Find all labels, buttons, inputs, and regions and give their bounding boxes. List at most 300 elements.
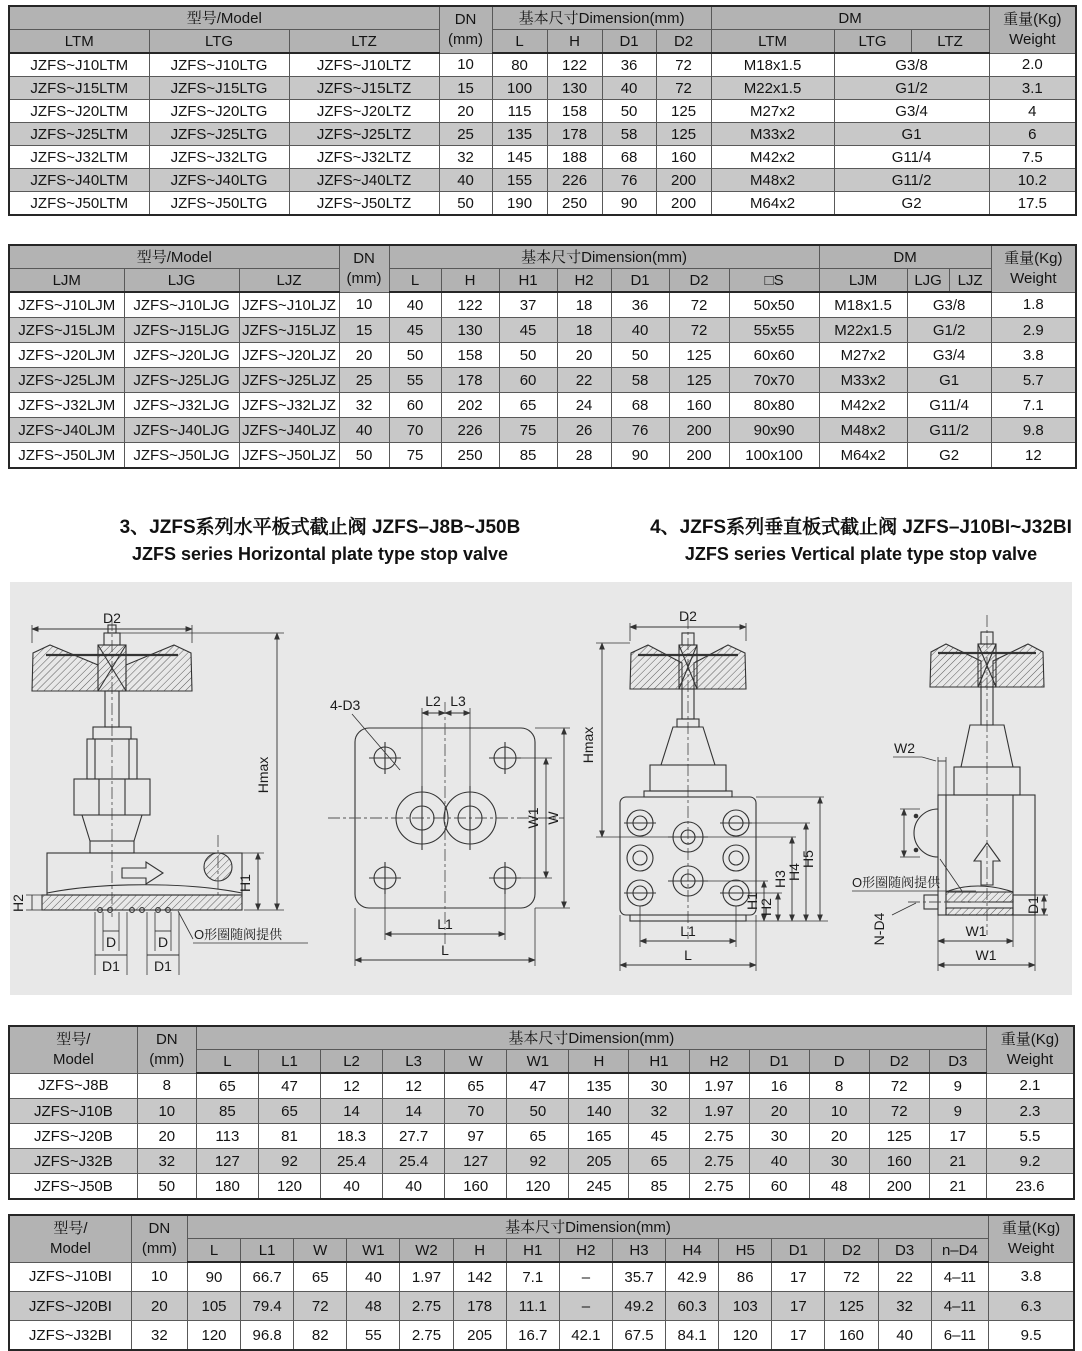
catalog-page	[0, 5, 1082, 1344]
col-header-model	[9, 1215, 131, 1262]
header-line: DN	[353, 249, 375, 267]
table-cell: 120	[507, 1174, 569, 1200]
col-header-dimension: 基本尺寸Dimension(mm)	[187, 1215, 988, 1239]
table-cell: 6	[989, 123, 1076, 146]
table-cell: 2.75	[400, 1292, 453, 1321]
table-cell: JZFS~J50LJM	[9, 443, 124, 469]
table-cell: 50	[602, 100, 656, 123]
table-cell: 17	[772, 1321, 825, 1351]
table-cell: 32	[439, 146, 492, 169]
table-cell: 67.5	[612, 1321, 665, 1351]
table-cell: 2.75	[689, 1149, 749, 1174]
col-header: W1	[507, 1050, 569, 1074]
col-header: H3	[612, 1239, 665, 1263]
table-cell: 178	[453, 1292, 506, 1321]
table-cell: 103	[719, 1292, 772, 1321]
dim-label-h2: H2	[758, 898, 774, 916]
table-cell: 32	[131, 1321, 187, 1351]
table-cell: JZFS~J20BI	[9, 1292, 131, 1321]
table-cell: JZFS~J40LJZ	[239, 418, 339, 443]
table-cell: JZFS~J10B	[9, 1099, 137, 1124]
table-cell: 60	[499, 368, 557, 393]
table-cell: 7.1	[506, 1262, 559, 1292]
col-header: L	[196, 1050, 258, 1074]
col-header: H	[441, 269, 499, 293]
col-header-model	[9, 1026, 137, 1073]
col-header: H2	[557, 269, 611, 293]
table-cell: –	[559, 1292, 612, 1321]
table-cell: 16.7	[506, 1321, 559, 1351]
table-cell: JZFS~J10LTZ	[289, 53, 439, 77]
table-cell: JZFS~J8B	[9, 1073, 137, 1099]
table-cell: JZFS~J32LTM	[9, 146, 149, 169]
table-cell: 7.1	[991, 393, 1076, 418]
valve-outline	[620, 617, 756, 939]
table-cell: 125	[669, 368, 729, 393]
table-row	[9, 1292, 1074, 1321]
table-cell: 27.7	[383, 1124, 445, 1149]
table-cell: 10.2	[989, 169, 1076, 192]
table-cell: 81	[258, 1124, 320, 1149]
table-row	[9, 1149, 1074, 1174]
table-cell: 226	[441, 418, 499, 443]
table-cell: 142	[453, 1262, 506, 1292]
col-header: LTM	[711, 30, 834, 54]
table-cell: 32	[878, 1292, 931, 1321]
table-cell: 50	[389, 343, 441, 368]
table-cell: 47	[507, 1073, 569, 1099]
table-cell: JZFS~J40LTG	[149, 169, 289, 192]
table-row	[9, 100, 1076, 123]
table-cell: 75	[499, 418, 557, 443]
table-cell: 160	[656, 146, 711, 169]
table-cell: 65	[445, 1073, 507, 1099]
dim-label-h3: H3	[772, 870, 788, 888]
dim-label-hmax: Hmax	[255, 756, 271, 794]
col-header-dimension: 基本尺寸Dimension(mm)	[389, 245, 819, 269]
col-header: D1	[611, 269, 669, 293]
col-header: LJM	[9, 269, 124, 293]
table-cell: 122	[547, 53, 602, 77]
dim-label-hmax: Hmax	[580, 726, 596, 764]
table-cell: 17	[772, 1292, 825, 1321]
table-row	[9, 1073, 1074, 1099]
table-cell: 1.97	[400, 1262, 453, 1292]
section-4-heading	[640, 514, 1082, 567]
col-header: H	[547, 30, 602, 54]
table-cell: 70x70	[729, 368, 819, 393]
table-cell: 36	[611, 292, 669, 318]
table-cell: JZFS~J40LJG	[124, 418, 239, 443]
table-cell: 25	[439, 123, 492, 146]
table-cell: 200	[669, 418, 729, 443]
col-header: D2	[869, 1050, 929, 1074]
table-cell: 9.2	[986, 1149, 1074, 1174]
dim-label-l1: L1	[437, 916, 453, 932]
table-cell: 5.5	[986, 1124, 1074, 1149]
table-cell: M42x2	[711, 146, 834, 169]
table-cell: 82	[294, 1321, 347, 1351]
table-cell: 80x80	[729, 393, 819, 418]
table-cell: 24	[557, 393, 611, 418]
table-cell: 8	[137, 1073, 196, 1099]
table-cell: 70	[445, 1099, 507, 1124]
table-cell: 165	[569, 1124, 629, 1149]
table-cell: 3.1	[989, 77, 1076, 100]
table-cell: G11/2	[907, 418, 991, 443]
col-header: D2	[825, 1239, 878, 1263]
table-row	[9, 292, 1076, 318]
table-cell: 100x100	[729, 443, 819, 469]
table-cell: 50	[507, 1099, 569, 1124]
table-cell: 79.4	[241, 1292, 294, 1321]
dim-label-h1: H1	[744, 892, 760, 910]
col-header: □S	[729, 269, 819, 293]
table-cell: 32	[629, 1099, 689, 1124]
table-cell: 15	[339, 318, 389, 343]
table-cell: JZFS~J15LTG	[149, 77, 289, 100]
col-header: H	[569, 1050, 629, 1074]
table-cell: 80	[492, 53, 547, 77]
table-cell: JZFS~J40LTM	[9, 169, 149, 192]
table-cell: 12	[321, 1073, 383, 1099]
dim-label-l3: L3	[450, 693, 466, 709]
table-cell: M42x2	[819, 393, 907, 418]
table-cell: 40	[611, 318, 669, 343]
dim-label-w2: W2	[894, 740, 915, 756]
header-line: 型号/	[56, 1030, 91, 1048]
col-header: LJM	[819, 269, 907, 293]
col-header: n–D4	[931, 1239, 988, 1263]
table-cell: 3.8	[991, 343, 1076, 368]
table-cell: 25.4	[383, 1149, 445, 1174]
table-row	[9, 53, 1076, 77]
col-header: LTM	[9, 30, 149, 54]
valve-outline	[32, 619, 242, 917]
table-cell: 2.0	[989, 53, 1076, 77]
table-cell: G11/4	[907, 393, 991, 418]
table-cell: 125	[656, 123, 711, 146]
table-header-row	[9, 6, 1076, 30]
table-cell: M64x2	[711, 192, 834, 216]
table-cell: 7.5	[989, 146, 1076, 169]
table-cell: JZFS~J15LJM	[9, 318, 124, 343]
table-cell: 120	[719, 1321, 772, 1351]
table-cell: 18.3	[321, 1124, 383, 1149]
table-cell: 113	[196, 1124, 258, 1149]
table-row	[9, 343, 1076, 368]
table-row	[9, 393, 1076, 418]
drawing-vertical-valve-front	[578, 595, 858, 995]
table-cell: 178	[547, 123, 602, 146]
dimension-lines	[852, 740, 1048, 971]
table-cell: 90	[611, 443, 669, 469]
table-cell: JZFS~J20LJM	[9, 343, 124, 368]
table-cell: 90	[187, 1262, 240, 1292]
col-header: H1	[499, 269, 557, 293]
table-cell: M48x2	[819, 418, 907, 443]
table-cell: 49.2	[612, 1292, 665, 1321]
table-cell: G1	[834, 123, 989, 146]
table-row	[9, 418, 1076, 443]
table-cell: 15	[439, 77, 492, 100]
table-cell: 42.1	[559, 1321, 612, 1351]
table-cell: 11.1	[506, 1292, 559, 1321]
table-cell: 120	[187, 1321, 240, 1351]
col-header-model: 型号/Model	[9, 6, 439, 30]
table-cell: 4–11	[931, 1262, 988, 1292]
table-cell: 160	[445, 1174, 507, 1200]
table-cell: 5.7	[991, 368, 1076, 393]
oring-note: O形圈随阀提供	[194, 927, 283, 942]
table-cell: 60.3	[666, 1292, 719, 1321]
dimension-lines	[330, 693, 570, 966]
table-cell: 2.75	[400, 1321, 453, 1351]
table-cell: 8	[809, 1073, 869, 1099]
table-cell: 250	[441, 443, 499, 469]
table-body	[9, 53, 1076, 215]
table-cell: 4–11	[931, 1292, 988, 1321]
table-cell: 22	[557, 368, 611, 393]
table-cell: 23.6	[986, 1174, 1074, 1200]
table-cell: G2	[907, 443, 991, 469]
table-cell: 66.7	[241, 1262, 294, 1292]
table-cell: 92	[507, 1149, 569, 1174]
table-cell: 180	[196, 1174, 258, 1200]
header-line: (mm)	[448, 30, 484, 48]
table-cell: 30	[809, 1149, 869, 1174]
col-header: LTZ	[911, 30, 989, 54]
table-row	[9, 368, 1076, 393]
table-cell: 68	[602, 146, 656, 169]
table-cell: 85	[499, 443, 557, 469]
table-cell: 122	[441, 292, 499, 318]
table-cell: 42.9	[666, 1262, 719, 1292]
section-3-title-en: JZFS series Horizontal plate type stop valve	[131, 544, 509, 564]
table-cell: 135	[492, 123, 547, 146]
table-cell: M22x1.5	[711, 77, 834, 100]
table-row	[9, 1174, 1074, 1200]
table-cell: 76	[611, 418, 669, 443]
table-cell: JZFS~J32LJZ	[239, 393, 339, 418]
table-cell: 70	[389, 418, 441, 443]
table-cell: 18	[557, 318, 611, 343]
table-cell: 2.75	[689, 1174, 749, 1200]
col-header: D3	[878, 1239, 931, 1263]
table-row	[9, 123, 1076, 146]
table-cell: 72	[869, 1073, 929, 1099]
table-header-row	[9, 1215, 1074, 1239]
col-header-dn	[131, 1215, 187, 1262]
table-row	[9, 169, 1076, 192]
table-cell: 1.97	[689, 1073, 749, 1099]
header-line: 重量(Kg)	[1004, 249, 1063, 267]
col-header-dimension: 基本尺寸Dimension(mm)	[492, 6, 711, 30]
table-cell: 200	[669, 443, 729, 469]
table-cell: 135	[569, 1073, 629, 1099]
col-header-model: 型号/Model	[9, 245, 339, 269]
table-cell: 75	[389, 443, 441, 469]
table-row	[9, 1321, 1074, 1351]
header-line: 重量(Kg)	[1001, 1219, 1061, 1237]
technical-drawings-panel	[10, 582, 1072, 995]
table-cell: 155	[492, 169, 547, 192]
table-cell: 2.3	[986, 1099, 1074, 1124]
table-cell: 125	[656, 100, 711, 123]
table-cell: JZFS~J20LJG	[124, 343, 239, 368]
dim-label-w1: W1	[975, 947, 997, 963]
table-cell: 9	[929, 1073, 986, 1099]
table-cell: 97	[445, 1124, 507, 1149]
table-cell: 200	[656, 192, 711, 216]
table-cell: 125	[825, 1292, 878, 1321]
dim-label-l1: L1	[680, 923, 696, 939]
table-cell: JZFS~J15LJZ	[239, 318, 339, 343]
table-cell: 40	[339, 418, 389, 443]
table-row	[9, 1099, 1074, 1124]
table-cell: JZFS~J20LTZ	[289, 100, 439, 123]
table-cell: 40	[439, 169, 492, 192]
col-header: D2	[669, 269, 729, 293]
col-header: D1	[749, 1050, 809, 1074]
drawing-mounting-plate	[300, 618, 580, 978]
header-line: DN	[454, 10, 477, 28]
table-cell: 72	[825, 1262, 878, 1292]
table-cell: JZFS~J20LJZ	[239, 343, 339, 368]
table-cell: 48	[347, 1292, 400, 1321]
table-cell: 17	[929, 1124, 986, 1149]
col-header: L	[492, 30, 547, 54]
col-header: D3	[929, 1050, 986, 1074]
table-cell: 16	[749, 1073, 809, 1099]
col-header: H5	[719, 1239, 772, 1263]
table-cell: 48	[809, 1174, 869, 1200]
table-cell: 245	[569, 1174, 629, 1200]
table-cell: G1	[907, 368, 991, 393]
table-cell: G11/4	[834, 146, 989, 169]
col-header: H2	[559, 1239, 612, 1263]
table-cell: 20	[137, 1124, 196, 1149]
table-vertical-plate-series	[8, 1214, 1075, 1351]
table-cell: 12	[383, 1073, 445, 1099]
col-header: W1	[347, 1239, 400, 1263]
table-cell: 65	[258, 1099, 320, 1124]
table-cell: 76	[602, 169, 656, 192]
table-cell: 205	[453, 1321, 506, 1351]
section-3-title-zh: 3、JZFS系列水平板式截止阀 JZFS–J8B~J50B	[119, 517, 521, 538]
table-cell: 40	[878, 1321, 931, 1351]
table-cell: 60x60	[729, 343, 819, 368]
table-cell: JZFS~J10LJZ	[239, 292, 339, 318]
table-cell: 17	[772, 1262, 825, 1292]
table-cell: JZFS~J10LTG	[149, 53, 289, 77]
col-header-dm: DM	[711, 6, 989, 30]
col-header: L3	[383, 1050, 445, 1074]
dim-label-d1: D1	[154, 958, 172, 974]
col-header: H1	[629, 1050, 689, 1074]
table-cell: JZFS~J10LJM	[9, 292, 124, 318]
table-cell: JZFS~J20LTM	[9, 100, 149, 123]
table-cell: 9.5	[989, 1321, 1074, 1351]
col-header: H4	[666, 1239, 719, 1263]
table-cell: 20	[557, 343, 611, 368]
table-cell: 55	[347, 1321, 400, 1351]
table-row	[9, 1262, 1074, 1292]
table-cell: 30	[749, 1124, 809, 1149]
dim-label-h2: H2	[10, 894, 26, 912]
table-cell: JZFS~J32LJM	[9, 393, 124, 418]
table-cell: 65	[507, 1124, 569, 1149]
header-line: 重量(Kg)	[1003, 10, 1062, 28]
table-cell: 40	[389, 292, 441, 318]
dim-label-d2: D2	[103, 610, 121, 626]
dim-label-h1: H1	[237, 874, 253, 892]
table-cell: 85	[196, 1099, 258, 1124]
dim-label-w: W	[545, 811, 561, 825]
table-cell: 2.75	[689, 1124, 749, 1149]
header-line: Weight	[1006, 1050, 1054, 1068]
section-3-heading	[0, 514, 640, 567]
dim-label-d: D	[157, 934, 169, 950]
drawing-horizontal-valve-section	[12, 595, 312, 995]
table-cell: 32	[137, 1149, 196, 1174]
table-cell: 14	[383, 1099, 445, 1124]
table-cell: G3/4	[907, 343, 991, 368]
table-cell: 100	[492, 77, 547, 100]
table-cell: M18x1.5	[711, 53, 834, 77]
table-cell: 36	[602, 53, 656, 77]
table-cell: 130	[441, 318, 499, 343]
table-cell: JZFS~J25LJZ	[239, 368, 339, 393]
table-cell: JZFS~J10BI	[9, 1262, 131, 1292]
table-header-row	[9, 245, 1076, 269]
table-cell: 32	[339, 393, 389, 418]
table-cell: JZFS~J10LTM	[9, 53, 149, 77]
table-cell: JZFS~J15LTM	[9, 77, 149, 100]
table-cell: M33x2	[711, 123, 834, 146]
table-ljm-series	[8, 244, 1077, 469]
table-cell: 85	[629, 1174, 689, 1200]
table-cell: 40	[347, 1262, 400, 1292]
table-cell: 72	[669, 292, 729, 318]
col-header: LTG	[149, 30, 289, 54]
dim-label-l: L	[441, 942, 449, 958]
dim-label-l2: L2	[425, 693, 441, 709]
table-row	[9, 77, 1076, 100]
table-header-row	[9, 1026, 1074, 1050]
table-row	[9, 443, 1076, 469]
table-cell: 26	[557, 418, 611, 443]
table-cell: 20	[339, 343, 389, 368]
table-cell: 90x90	[729, 418, 819, 443]
table-cell: JZFS~J50LJZ	[239, 443, 339, 469]
table-cell: 86	[719, 1262, 772, 1292]
table-cell: 1.97	[689, 1099, 749, 1124]
header-line: DN	[148, 1219, 171, 1237]
table-cell: 160	[869, 1149, 929, 1174]
table-cell: 127	[445, 1149, 507, 1174]
col-header: L1	[241, 1239, 294, 1263]
section-headings	[0, 514, 1082, 567]
header-line: Weight	[1009, 30, 1056, 48]
table-cell: 160	[825, 1321, 878, 1351]
table-cell: JZFS~J25LTZ	[289, 123, 439, 146]
table-cell: 84.1	[666, 1321, 719, 1351]
table-horizontal-plate-series	[8, 1025, 1075, 1200]
dim-label-nd4: N-D4	[871, 912, 887, 946]
table-cell: 10	[339, 292, 389, 318]
table-cell: 10	[439, 53, 492, 77]
